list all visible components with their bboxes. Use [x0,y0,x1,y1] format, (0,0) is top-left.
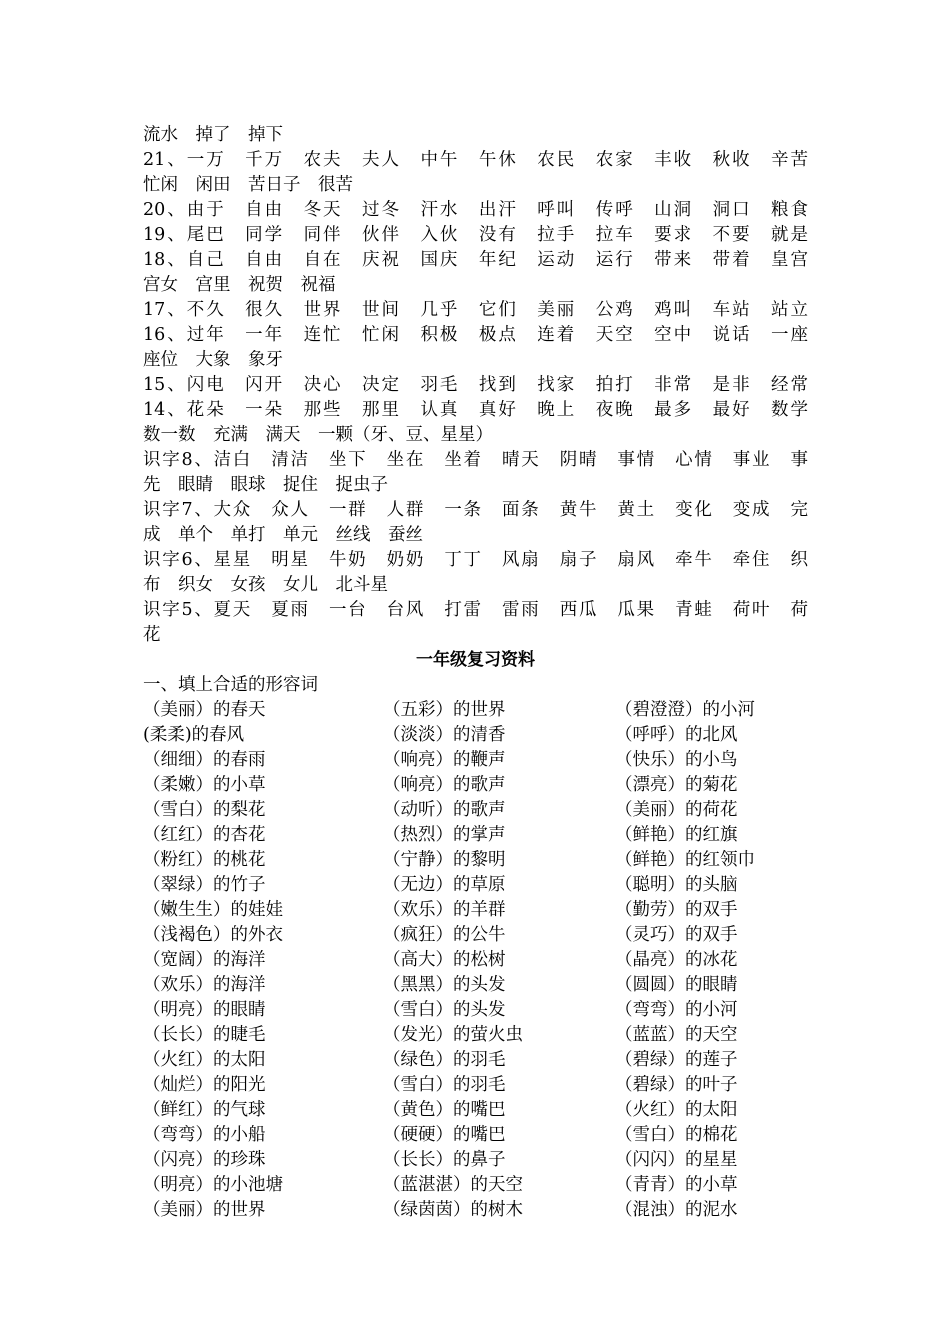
adjective-phrase: （蓝蓝）的天空 [615,1025,738,1045]
vocab-line: 15、闪电 闪开 决心 决定 羽毛 找到 找家 拍打 非常 是非 经常 [143,375,808,395]
adjective-row [143,898,808,923]
vocab-line: 识字8、洁白 清洁 坐下 坐在 坐着 晴天 阴晴 事情 心情 事业 事 [143,450,808,470]
adjective-phrase: （黄色）的嘴巴 [383,1100,506,1120]
adjective-phrase: （响亮）的歌声 [383,775,506,795]
adjective-phrase: （蓝湛湛）的天空 [383,1175,523,1195]
vocab-line: 21、一万 千万 农夫 夫人 中午 午休 农民 农家 丰收 秋收 辛苦 [143,150,808,170]
adjective-phrase: （碧澄澄）的小河 [615,700,755,720]
adjective-phrase: （淡淡）的清香 [383,725,506,745]
vocab-line: 先 眼睛 眼球 捉住 捉虫子 [143,475,388,495]
adjective-phrase: （美丽）的世界 [143,1200,266,1220]
adjective-phrase: （火红）的太阳 [615,1100,738,1120]
vocab-line: 布 织女 女孩 女儿 北斗星 [143,575,388,595]
adjective-phrase: (柔柔)的春风 [143,725,245,745]
adjective-row [143,998,808,1023]
vocab-line: 16、过年 一年 连忙 忙闲 积极 极点 连着 天空 空中 说话 一座 [143,325,808,345]
adjective-phrase: （响亮）的鞭声 [383,750,506,770]
adjective-phrase: （弯弯）的小河 [615,1000,738,1020]
adjective-phrase: （鲜红）的气球 [143,1100,266,1120]
adjective-phrase: （弯弯）的小船 [143,1125,266,1145]
adjective-phrase: （欢乐）的海洋 [143,975,266,995]
adjective-phrase: （灿烂）的阳光 [143,1075,266,1095]
adjective-phrase: （圆圆）的眼睛 [615,975,738,995]
adjective-phrase: （碧绿）的莲子 [615,1050,738,1070]
section-heading: 一、填上合适的形容词 [143,675,318,695]
adjective-phrase: （热烈）的掌声 [383,825,506,845]
vocab-line: 流水 掉了 掉下 [143,125,283,145]
adjective-phrase: （宁静）的黎明 [383,850,506,870]
adjective-phrase: （五彩）的世界 [383,700,506,720]
document-page [143,123,808,1223]
adjective-row [143,1198,808,1223]
adjective-row [143,1023,808,1048]
adjective-phrase: （美丽）的春天 [143,700,266,720]
adjective-phrase: （雪白）的头发 [383,1000,506,1020]
adjective-row [143,1073,808,1098]
adjective-phrase: （硬硬）的嘴巴 [383,1125,506,1145]
adjective-row [143,698,808,723]
adjective-row [143,823,808,848]
adjective-phrase: （发光）的萤火虫 [383,1025,523,1045]
adjective-phrase: （灵巧）的双手 [615,925,738,945]
vocab-line: 19、尾巴 同学 同伴 伙伴 入伙 没有 拉手 拉车 要求 不要 就是 [143,225,808,245]
adjective-phrase: （明亮）的眼睛 [143,1000,266,1020]
vocab-line: 花 [143,625,161,645]
adjective-phrase: （欢乐）的羊群 [383,900,506,920]
adjective-phrase: （长长）的睫毛 [143,1025,266,1045]
adjective-phrase: （雪白）的棉花 [615,1125,738,1145]
adjective-phrase: （呼呼）的北风 [615,725,738,745]
adjective-phrase: （快乐）的小鸟 [615,750,738,770]
vocab-line: 18、自己 自由 自在 庆祝 国庆 年纪 运动 运行 带来 带着 皇宫 [143,250,808,270]
adjective-phrase: （疯狂）的公牛 [383,925,506,945]
vocab-line: 识字7、大众 众人 一群 人群 一条 面条 黄牛 黄土 变化 变成 完 [143,500,808,520]
adjective-row [143,748,808,773]
adjective-row [143,848,808,873]
adjective-phrase: （浅褐色）的外衣 [143,925,283,945]
vocab-line: 数一数 充满 满天 一颗（牙、豆、星星） [143,425,493,445]
adjective-phrase: （漂亮）的菊花 [615,775,738,795]
adjective-phrase: （宽阔）的海洋 [143,950,266,970]
adjective-row [143,1123,808,1148]
adjective-phrase: （美丽）的荷花 [615,800,738,820]
adjective-phrase: （黑黑）的头发 [383,975,506,995]
adjective-phrase: （鲜艳）的红领巾 [615,850,755,870]
adjective-phrase: （闪亮）的珍珠 [143,1150,266,1170]
vocab-line: 14、花朵 一朵 那些 那里 认真 真好 晚上 夜晚 最多 最好 数学 [143,400,808,420]
adjective-phrase: （鲜艳）的红旗 [615,825,738,845]
adjective-row [143,973,808,998]
adjective-phrase: （嫩生生）的娃娃 [143,900,283,920]
adjective-phrase: （明亮）的小池塘 [143,1175,283,1195]
adjective-row [143,873,808,898]
adjective-table [143,698,808,1223]
adjective-phrase: （火红）的太阳 [143,1050,266,1070]
adjective-row [143,723,808,748]
adjective-phrase: （动听）的歌声 [383,800,506,820]
adjective-row [143,1098,808,1123]
adjective-phrase: （红红）的杏花 [143,825,266,845]
vocab-line: 识字5、夏天 夏雨 一台 台风 打雷 雷雨 西瓜 瓜果 青蛙 荷叶 荷 [143,600,808,620]
adjective-row [143,923,808,948]
vocab-line: 识字6、星星 明星 牛奶 奶奶 丁丁 风扇 扇子 扇风 牵牛 牵住 织 [143,550,808,570]
vocab-line: 17、不久 很久 世界 世间 几乎 它们 美丽 公鸡 鸡叫 车站 站立 [143,300,808,320]
adjective-phrase: （勤劳）的双手 [615,900,738,920]
adjective-phrase: （翠绿）的竹子 [143,875,266,895]
vocab-line: 宫女 宫里 祝贺 祝福 [143,275,336,295]
adjective-phrase: （绿茵茵）的树木 [383,1200,523,1220]
adjective-row [143,773,808,798]
document-title: 一年级复习资料 [416,650,535,670]
adjective-row [143,1148,808,1173]
adjective-row [143,1173,808,1198]
adjective-row [143,1048,808,1073]
adjective-phrase: （高大）的松树 [383,950,506,970]
adjective-phrase: （聪明）的头脑 [615,875,738,895]
adjective-phrase: （长长）的鼻子 [383,1150,506,1170]
adjective-phrase: （无边）的草原 [383,875,506,895]
vocabulary-list [143,123,808,648]
adjective-phrase: （粉红）的桃花 [143,850,266,870]
adjective-phrase: （碧绿）的叶子 [615,1075,738,1095]
adjective-phrase: （晶亮）的冰花 [615,950,738,970]
vocab-line: 成 单个 单打 单元 丝线 蚕丝 [143,525,423,545]
adjective-phrase: （雪白）的梨花 [143,800,266,820]
adjective-phrase: （闪闪）的星星 [615,1150,738,1170]
adjective-phrase: （柔嫩）的小草 [143,775,266,795]
adjective-row [143,798,808,823]
adjective-row [143,948,808,973]
adjective-phrase: （雪白）的羽毛 [383,1075,506,1095]
vocab-line: 座位 大象 象牙 [143,350,283,370]
vocab-line: 20、由于 自由 冬天 过冬 汗水 出汗 呼叫 传呼 山洞 洞口 粮食 [143,200,808,220]
adjective-phrase: （混浊）的泥水 [615,1200,738,1220]
vocab-line: 忙闲 闲田 苦日子 很苦 [143,175,353,195]
adjective-phrase: （细细）的春雨 [143,750,266,770]
adjective-phrase: （青青）的小草 [615,1175,738,1195]
adjective-phrase: （绿色）的羽毛 [383,1050,506,1070]
